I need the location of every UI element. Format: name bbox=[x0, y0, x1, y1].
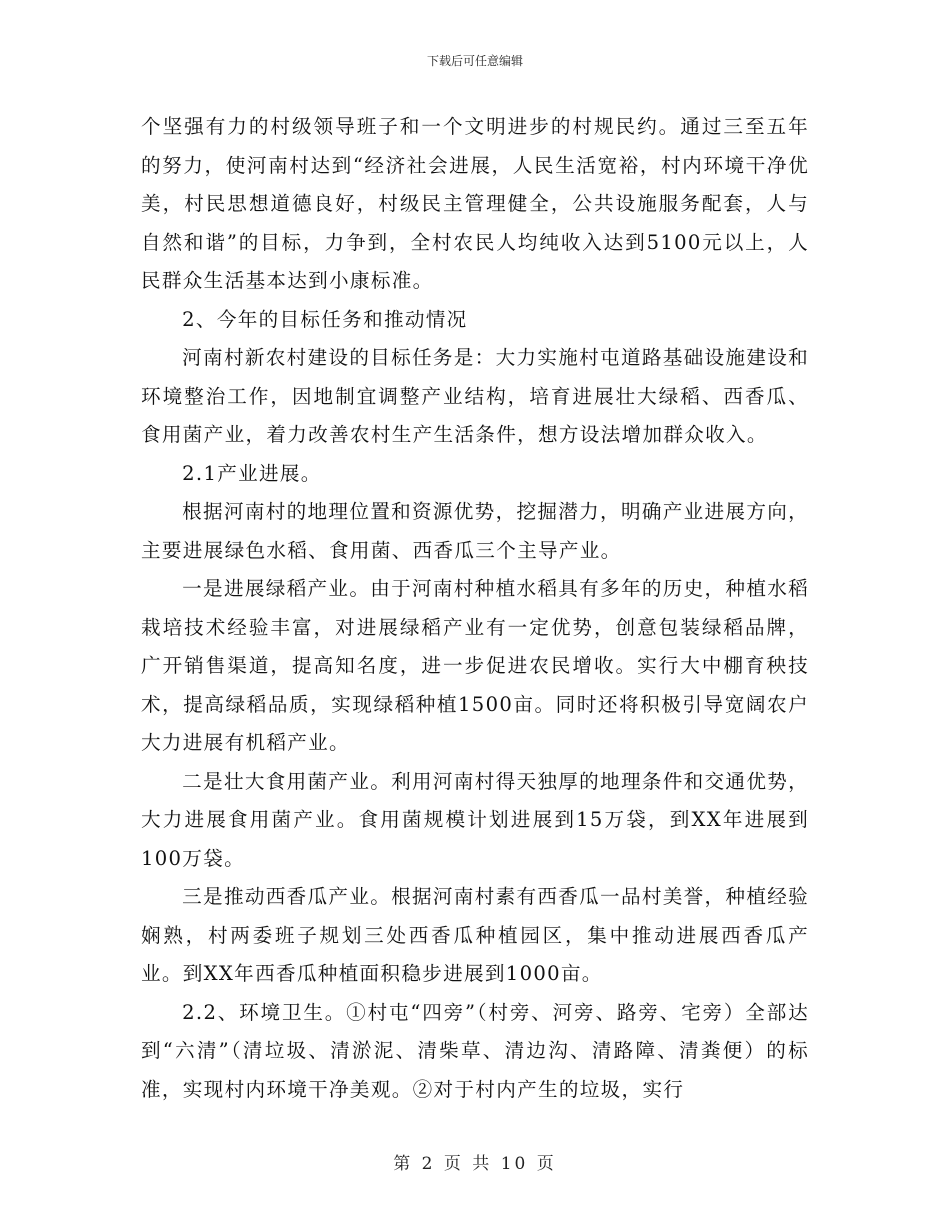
page-footer: 第 2 页 共 10 页 bbox=[393, 1154, 557, 1174]
paragraph-9: 2.2、环境卫生。①村屯“四旁”（村旁、河旁、路旁、宅旁）全部达到“六清”（清垃圾、清淤泥、清柴草、清边沟、清路障、清粪便）的标准，实现村内环境干净美观。②对于村内产生的垃圾，实行 bbox=[141, 1000, 809, 1101]
paragraph-6: 一是进展绿稻产业。由于河南村种植水稻具有多年的历史，种植水稻栽培技术经验丰富，对进展绿稻产业有一定优势，创意包装绿稻品牌，广开销售渠道，提高知名度，进一步促进农民增收。实行大中棚育秧技术，提高绿稻品质，实现绿稻种植1500亩。同时还将积极引导宽阔农户大力进展有机稻产业。 bbox=[141, 577, 809, 754]
paragraph-5: 根据河南村的地理位置和资源优势，挖掘潜力，明确产业进展方向，主要进展绿色水稻、食用菌、西香瓜三个主导产业。 bbox=[141, 500, 809, 562]
document-body bbox=[141, 108, 809, 1109]
section-heading-2: 2、今年的目标任务和推动情况 bbox=[182, 307, 468, 331]
paragraph-3: 河南村新农村建设的目标任务是：大力实施村屯道路基础设施建设和环境整治工作，因地制宜调整产业结构，培育进展壮大绿稻、西香瓜、食用菌产业，着力改善农村生产生活条件，想方设法增加群众收入。 bbox=[141, 346, 809, 446]
section-heading-2-1: 2.1产业进展。 bbox=[182, 461, 322, 485]
paragraph-8: 三是推动西香瓜产业。根据河南村素有西香瓜一品村美誉，种植经验娴熟，村两委班子规划三处西香瓜种植园区，集中推动进展西香瓜产业。到XX年西香瓜种植面积稳步进展到1000亩。 bbox=[141, 885, 809, 985]
paragraph-7: 二是壮大食用菌产业。利用河南村得天独厚的地理条件和交通优势，大力进展食用菌产业。食用菌规模计划进展到15万袋，到XX年进展到100万袋。 bbox=[141, 769, 809, 870]
paragraph-1: 个坚强有力的村级领导班子和一个文明进步的村规民约。通过三至五年的努力，使河南村达到“经济社会进展，人民生活宽裕，村内环境干净优美，村民思想道德良好，村级民主管理健全，公共设施服务配套，人与自然和谐”的目标，力争到，全村农民人均纯收入达到5100元以上，人民群众生活基本达到小康标准。 bbox=[141, 115, 809, 292]
page-header: 下载后可任意编辑 bbox=[426, 54, 523, 68]
